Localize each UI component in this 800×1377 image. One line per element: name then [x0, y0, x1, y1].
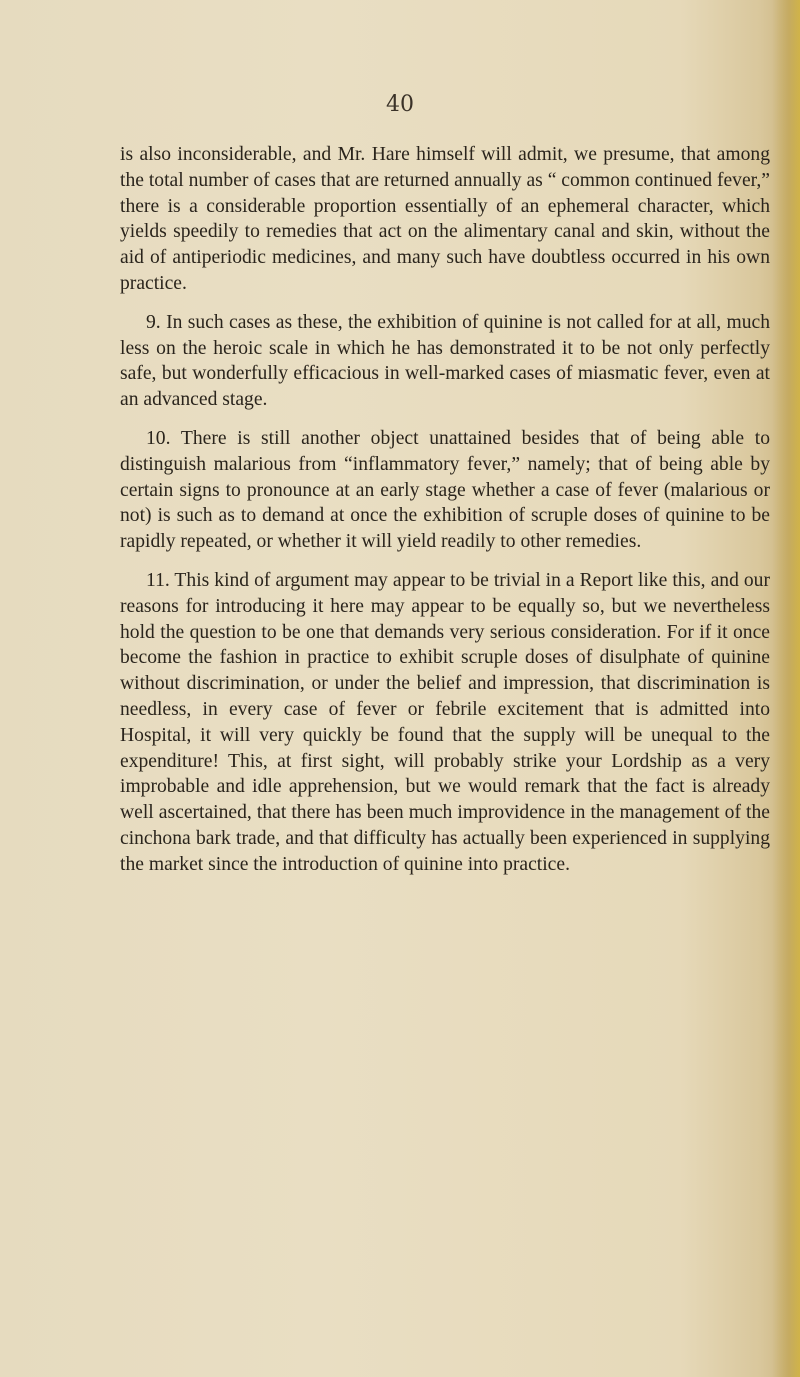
- paragraph-10: 10. There is still another object unattained besides that of being able to distinguish malarious from “inflammatory fever,” namely; that of being able by certain signs to pronounce at an early stage whether a case of fever (malarious or not) is such as to demand at once the exhibition of scruple doses of quinine to be rapidly repeated, or whether it will yield readily to other remedies.: [120, 427, 770, 553]
- paragraph-9: 9. In such cases as these, the exhibition of quinine is not called for at all, much less on the heroic scale in which he has demonstrated it to be not only perfectly safe, but wonderfully efficacious in well-marked cases of miasmatic fever, even at an advanced stage.: [120, 311, 770, 411]
- paragraph-continued: is also inconsiderable, and Mr. Hare himself will admit, we presume, that among the total number of cases that are returned annually as “ common continued fever,” there is a considerable proportion essentially of an ephemeral character, which yields speedily to remedies that act on the alimentary canal and skin, without the aid of antiperiodic medicines, and many such have doubtless occurred in his own practice.: [120, 144, 770, 294]
- page-number: 40: [386, 92, 414, 117]
- page-edge-discoloration: [772, 0, 800, 1377]
- body-text: [120, 142, 770, 891]
- paragraph-11: 11. This kind of argument may appear to be trivial in a Report like this, and our reasons for introducing it here may appear to be equally so, but we nevertheless hold the question to be one that demands very serious consideration. For if it once become the fashion in practice to exhibit scruple doses of disulphate of quinine without discrimination, or under the belief and impression, that discrimination is needless, in every case of fever or febrile excitement that is admitted into Hospital, it will very quickly be found that the supply will be unequal to the expenditure! This, at first sight, will probably strike your Lordship as a very improbable and idle apprehension, but we would remark that the fact is already well ascertained, that there has been much improvidence in the management of the cinchona bark trade, and that difficulty has actually been experienced in supplying the market since the introduction of quinine into practice.: [120, 569, 770, 875]
